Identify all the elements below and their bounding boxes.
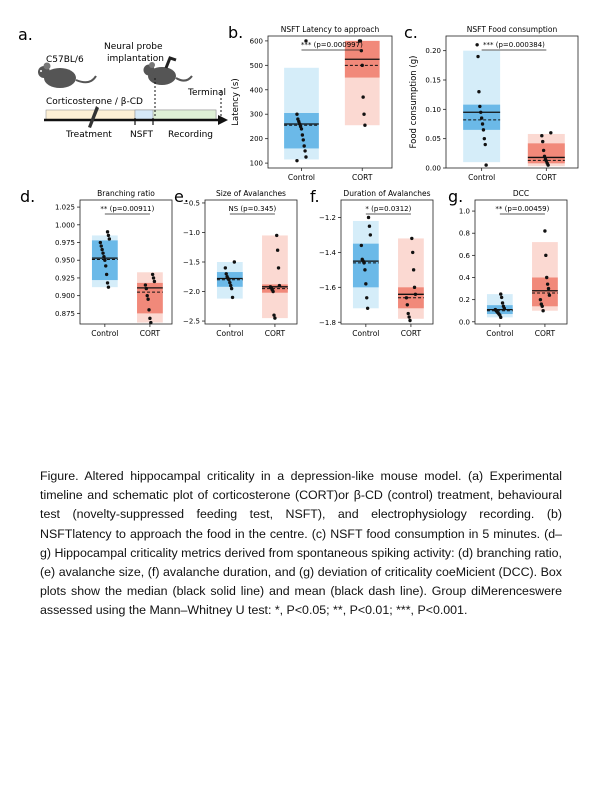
data-point [483, 137, 486, 140]
data-point [276, 248, 279, 251]
data-point [539, 298, 542, 301]
y-tick-label: 0.0 [458, 318, 470, 327]
data-point [484, 143, 487, 146]
data-point [100, 248, 103, 251]
data-point [107, 234, 110, 237]
data-point [233, 260, 236, 263]
strain-label: C57BL/6 [46, 55, 84, 65]
data-point [481, 122, 484, 125]
data-point [296, 117, 299, 120]
data-point [147, 308, 150, 311]
data-point [413, 286, 416, 289]
data-point [368, 224, 371, 227]
data-point [546, 282, 549, 285]
data-point [476, 55, 479, 58]
y-tick-label: 1.000 [54, 221, 75, 230]
x-tick-label: CORT [352, 173, 373, 182]
y-axis-label: Latency (s) [231, 78, 241, 126]
x-tick-label: Control [287, 173, 316, 182]
data-point [228, 281, 231, 284]
y-tick-label: 300 [249, 110, 263, 119]
y-tick-label: 0.4 [458, 274, 470, 282]
data-point [362, 113, 365, 116]
panel-e-letter: e. [174, 187, 189, 206]
data-point [366, 307, 369, 310]
data-point [105, 273, 108, 276]
chart-title: Size of Avalanches [216, 189, 286, 198]
data-point [480, 116, 483, 119]
probe-label-line2: implantation [107, 54, 164, 64]
data-point [302, 144, 305, 147]
panel-c [404, 23, 578, 182]
y-tick-label: 0.925 [54, 274, 75, 283]
data-point [364, 282, 367, 285]
data-point [360, 49, 363, 52]
treatment-bar-label: Corticosterone / β-CD [46, 97, 143, 107]
x-tick-label: CORT [400, 329, 422, 338]
significance-label: NS (p=0.345) [228, 205, 277, 213]
y-tick-label: 1.0 [458, 207, 470, 216]
panel-g-letter: g. [448, 187, 464, 206]
panel-a-letter: a. [18, 25, 33, 44]
data-point [361, 95, 364, 98]
data-point [540, 134, 543, 137]
y-tick-label: 0.6 [458, 251, 470, 260]
y-tick-label: −1.0 [183, 228, 200, 237]
data-point [479, 111, 482, 114]
x-tick-label: Control [91, 329, 119, 338]
box-iqr-control [353, 244, 379, 288]
data-point [548, 294, 551, 297]
x-tick-label: Control [486, 329, 514, 338]
data-point [277, 266, 280, 269]
data-point [408, 319, 411, 322]
data-point [273, 316, 276, 319]
data-point [484, 163, 487, 166]
significance-label: *** (p=0.000997) [300, 41, 363, 49]
y-tick-label: −2.5 [183, 317, 200, 326]
y-tick-label: 0.8 [458, 229, 470, 238]
x-tick-label: Control [352, 329, 380, 338]
panel-d-letter: d. [20, 187, 36, 206]
data-point [231, 296, 234, 299]
data-point [103, 259, 106, 262]
data-point [405, 296, 408, 299]
data-point [545, 276, 548, 279]
data-point [363, 124, 366, 127]
y-tick-label: −1.4 [319, 248, 336, 257]
data-point [106, 230, 109, 233]
data-point [106, 281, 109, 284]
data-point [547, 287, 550, 290]
data-point [295, 159, 298, 162]
box-iqr-control [284, 113, 319, 148]
data-point [146, 298, 149, 301]
data-point [144, 283, 147, 286]
data-point [477, 90, 480, 93]
data-point [544, 158, 547, 161]
data-point [295, 113, 298, 116]
y-tick-label: 500 [249, 61, 263, 70]
data-point [502, 305, 505, 308]
data-point [152, 276, 155, 279]
x-tick-label: CORT [534, 329, 556, 338]
data-point [541, 140, 544, 143]
y-tick-label: −1.2 [319, 213, 336, 222]
panel-e [174, 187, 297, 338]
data-point [303, 149, 306, 152]
x-tick-label: CORT [536, 173, 557, 182]
y-tick-label: −0.5 [183, 199, 200, 208]
y-tick-label: 200 [249, 135, 263, 144]
data-point [365, 296, 368, 299]
significance-label: ** (p=0.00459) [495, 205, 550, 213]
y-tick-label: 0.950 [54, 256, 75, 265]
y-tick-label: 0.20 [425, 47, 441, 56]
data-point [369, 233, 372, 236]
panel-c-letter: c. [404, 23, 418, 42]
data-point [145, 287, 148, 290]
data-point [301, 133, 304, 136]
y-tick-label: −1.5 [183, 258, 200, 267]
data-point [275, 234, 278, 237]
data-point [411, 251, 414, 254]
data-point [148, 317, 151, 320]
phase-label-nsft: NSFT [130, 130, 153, 140]
data-point [100, 244, 103, 247]
data-point [224, 266, 227, 269]
data-point [407, 312, 410, 315]
y-tick-label: 0.975 [54, 239, 75, 248]
timeline-arrow-icon [218, 115, 228, 125]
data-point [361, 64, 364, 67]
data-point [501, 301, 504, 304]
data-point [410, 237, 413, 240]
mouse-icon [38, 63, 96, 89]
y-tick-label: 600 [249, 37, 263, 46]
box-iqr-cort [532, 278, 558, 307]
panel-d [20, 187, 172, 338]
data-point [229, 284, 232, 287]
data-point [543, 155, 546, 158]
data-point [101, 251, 104, 254]
data-point [363, 268, 366, 271]
data-point [367, 216, 370, 219]
nsft-bar [135, 110, 153, 120]
y-tick-label: 0.15 [425, 76, 441, 85]
y-tick-label: 0.10 [425, 105, 441, 114]
panel-b-letter: b. [228, 23, 244, 42]
data-point [544, 254, 547, 257]
data-point [230, 287, 233, 290]
whisker-range-cort [262, 235, 288, 318]
significance-label: ** (p=0.00911) [100, 205, 155, 213]
data-point [478, 105, 481, 108]
chart-title: Branching ratio [97, 189, 155, 198]
significance-label: *** (p=0.000384) [483, 41, 545, 49]
chart-title: NSFT Latency to approach [280, 25, 380, 34]
data-point [494, 308, 497, 311]
probe-label-line1: Neural probe [104, 42, 163, 52]
data-point [406, 303, 409, 306]
data-point [272, 313, 275, 316]
data-point [278, 284, 281, 287]
phase-label-treatment: Treatment [66, 130, 112, 140]
data-point [225, 272, 228, 275]
y-tick-label: 100 [249, 159, 263, 168]
data-point [414, 293, 417, 296]
x-tick-label: Control [216, 329, 244, 338]
charts-layer [20, 23, 578, 338]
chart-title: DCC [512, 189, 530, 198]
data-point [475, 43, 478, 46]
data-point [269, 285, 272, 288]
data-point [543, 229, 546, 232]
data-point [541, 309, 544, 312]
y-tick-label: 0.05 [425, 135, 441, 144]
significance-label: * (p=0.0312) [365, 205, 412, 213]
y-tick-label: 0.2 [458, 296, 470, 305]
x-tick-label: CORT [264, 329, 286, 338]
phase-label-recording: Recording [168, 130, 214, 140]
data-point [360, 244, 363, 247]
y-tick-label: 1.025 [54, 203, 75, 212]
data-point [412, 268, 415, 271]
data-point [146, 294, 149, 297]
terminal-label: Terminal [188, 88, 227, 98]
data-point [107, 285, 110, 288]
data-point [540, 302, 543, 305]
data-point [407, 315, 410, 318]
data-point [499, 292, 502, 295]
panel-f [310, 187, 433, 338]
data-point [99, 241, 102, 244]
data-point [500, 296, 503, 299]
data-point [153, 280, 156, 283]
y-tick-label: −2.0 [183, 288, 200, 297]
y-tick-label: 0.00 [425, 164, 441, 173]
data-point [361, 258, 364, 261]
data-point [108, 237, 111, 240]
data-point [104, 264, 107, 267]
x-tick-label: Control [468, 173, 496, 182]
data-point [225, 275, 228, 278]
y-tick-label: 0.875 [54, 309, 75, 318]
data-point [151, 273, 154, 276]
x-tick-label: CORT [139, 329, 161, 338]
data-point [302, 138, 305, 141]
data-point [149, 321, 152, 324]
y-tick-label: −1.8 [319, 318, 336, 327]
data-point [549, 131, 552, 134]
panel-b [228, 23, 392, 182]
chart-title: Duration of Avalanches [343, 189, 431, 198]
figure-caption: Figure. Altered hippocampal criticality in a depression-like mouse model. (a) Experimental timeline and schematic plot of corticosterone (CORT)or β-CD (control) treatment, behavioural test (novelty-suppressed feeding test, NSFT), and electrophysiology recording. (b) NSFTlatency to approach the food in the centre. (c) NSFT food consumption in 5 minutes. (d–g) Hippocampal criticality metrics derived from spontaneous spiking activity: (d) branching ratio, (e) avalanche size, (f) avalanche duration, and (g) deviation of criticality coeMicient (DCC). Box plots show the median (black solid line) and mean (black dash line). Group diMerenceswere assessed using the Mann–Whitney U test: *, P<0.05; **, P<0.01; ***, P<0.001. [40, 469, 562, 618]
data-point [542, 149, 545, 152]
panel-f-letter: f. [310, 187, 320, 206]
panel-a [18, 25, 228, 140]
data-point [304, 155, 307, 158]
y-tick-label: −1.6 [319, 283, 336, 292]
y-tick-label: 0.900 [54, 292, 75, 301]
data-point [482, 128, 485, 131]
chart-title: NSFT Food consumption [466, 25, 558, 34]
y-tick-label: 400 [249, 86, 263, 95]
data-point [102, 255, 105, 258]
panel-g [448, 187, 567, 338]
y-axis-label: Food consumption (g) [409, 55, 419, 149]
